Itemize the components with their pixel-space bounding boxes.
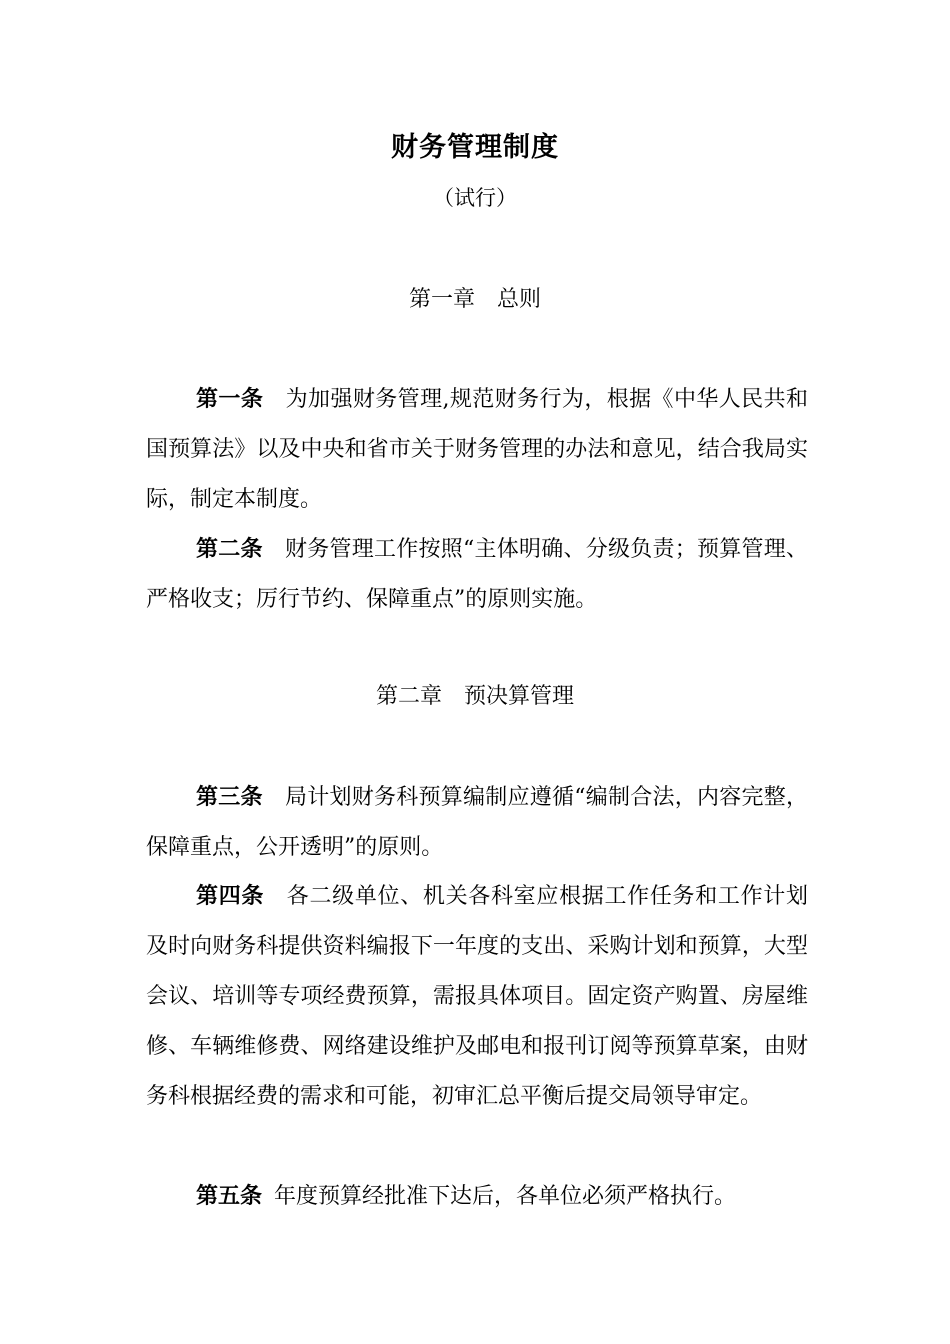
- article-5: [146, 1172, 808, 1222]
- article-text: 为加强财务管理,规范财务行为，根据《中华人民共和国预算法》以及中央和省市关于财务管理的办法和意见，结合我局实际，制定本制度。: [146, 387, 808, 512]
- article-2: [146, 525, 808, 625]
- chapter-heading-2: 第二章 预决算管理: [375, 684, 574, 709]
- article-3: [146, 773, 808, 873]
- chapter-heading-1: 第一章 总则: [408, 287, 541, 312]
- article-label: 第二条: [196, 537, 263, 562]
- article-text: 财务管理工作按照“主体明确、分级负责；预算管理、严格收支；厉行节约、保障重点”的原则实施。: [146, 537, 808, 612]
- article-label: 第四条: [196, 884, 265, 909]
- article-1: [146, 375, 808, 525]
- article-label: 第三条: [196, 785, 263, 810]
- document-title: 财务管理制度: [391, 132, 559, 163]
- article-label: 第五条: [196, 1184, 263, 1209]
- article-4: [146, 872, 808, 1122]
- article-label: 第一条: [196, 387, 264, 412]
- article-text: 年度预算经批准下达后，各单位必须严格执行。: [274, 1184, 737, 1209]
- document-subtitle: （试行）: [433, 186, 517, 210]
- article-text: 局计划财务科预算编制应遵循“编制合法，内容完整，保障重点，公开透明”的原则。: [146, 785, 808, 860]
- article-text: 各二级单位、机关各科室应根据工作任务和工作计划及时向财务科提供资料编报下一年度的支出、采购计划和预算，大型会议、培训等专项经费预算，需报具体项目。固定资产购置、房屋维修、车辆维修费、网络建设维护及邮电和报刊订阅等预算草案，由财务科根据经费的需求和可能，初审汇总平衡后提交局领导审定。: [146, 884, 808, 1109]
